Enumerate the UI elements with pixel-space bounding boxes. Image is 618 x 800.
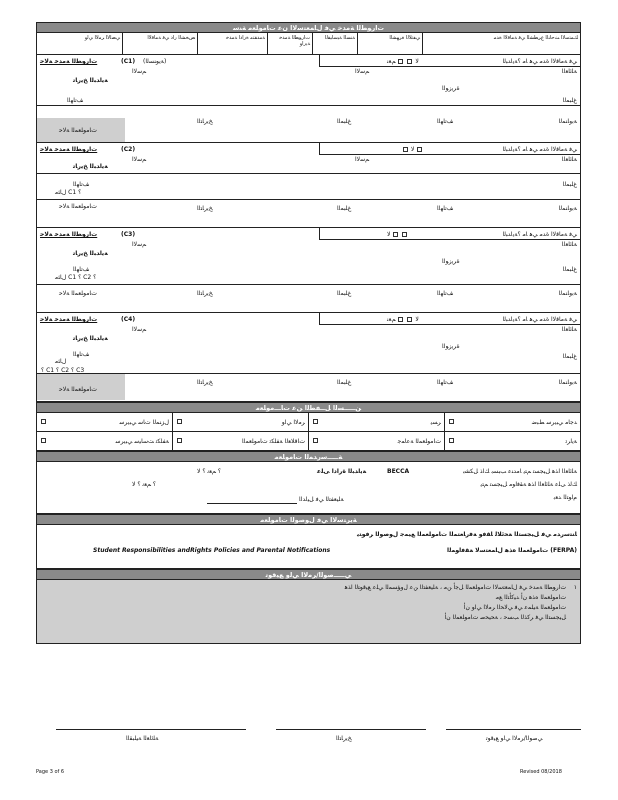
row-c1-code: (C1) xyxy=(121,58,136,65)
row-c1-note: (ﺔﻳﻮﻨﺴﻟﺍ) xyxy=(143,58,167,65)
row-c1-yes-checkbox[interactable] xyxy=(398,59,403,64)
row-c3-yes-no: ﻻ xyxy=(387,231,408,238)
row-c1-area: ﺓﺮﻳﺯﻮﻟﺍ xyxy=(442,85,460,92)
row-c2-name-mid: ﻢﺳﻻﺍ xyxy=(355,156,370,163)
row-c1-amount2: ﻍﻠﺒﻤﻟﺍ xyxy=(337,118,352,125)
row-c4-phone2: ﻒﺗﺎﻬﻟﺍ xyxy=(437,379,453,386)
row-c4-question: ﻲﻓ ﺔﻣﺎﻗﻻﺍ ﺓﺪﻣ ﻲﻫ ﺎﻣ ؟ﺔﻳﺍﺪﺒﻟﺍ xyxy=(502,316,577,323)
s3-yes-no-2: ؟ ﻢﻌﻧ ؟ ﻻ xyxy=(132,481,157,488)
signature-area xyxy=(36,705,581,745)
s5-num: ١ xyxy=(573,584,577,591)
section-access xyxy=(36,525,581,569)
signature-mid-label: ﺦﻳﺭﺎﺘﻟﺍ xyxy=(336,735,352,742)
s3-line3b: ﻡﺍﻮﺘﻟﺍ ﺪﻌﺑ xyxy=(553,494,577,501)
row-c2-question: ﻲﻓ ﺔﻣﺎﻗﻻﺍ ﺓﺪﻣ ﻲﻫ ﺎﻣ ؟ﺔﻳﺍﺪﺒﻟﺍ xyxy=(502,146,577,153)
row-c4-shift: ﺔﺑﻭﺎﻨﻤﻟﺍ xyxy=(558,379,577,386)
row-c3-shift: ﺔﺑﻭﺎﻨﻤﻟﺍ xyxy=(558,290,577,297)
header-col-duration: ﻚﻤﺘﺳﻻﺍ ﺚﺣﺎﻨﻟﺍ ﻉﺮﻄﺸﻟﺍ ﻲﻓ ﺔﻣﺎﻗﻻﺍ ﺓﺪﻣ xyxy=(422,33,580,54)
section-signature-title: ﻲـــــﺻﻮﻟﺍ/ﺮﻣﻻﺍ ﻲﻟﻭ ﻊﻴﻗﻮﺗ xyxy=(36,569,581,580)
row-c1-grey-label: ﺕﺎﻣﻮﻠﻌﻤﻟﺍ ﺔﻟﺎﺣ xyxy=(59,127,97,134)
section-usage-title: ﺕﺍﺭﻮﻄﻟﺍ ﺔﻣﺪﺧ ﻲﻓ ﻝﺎﻤﻌﺘﺳﻻﺍ ﻥﻋ ﺕﺎﻣﻮﻠﻌﻣ ﺔﻨﺳ xyxy=(36,22,581,33)
header-col-advanced: ﺔﻣﺪﻘﺘﻣ ﺓﺭﺍﺩﺍ ﺔﻣﺪﺧ xyxy=(197,33,267,54)
row-c2-code: (C2) xyxy=(121,146,136,153)
row-c1 xyxy=(37,55,580,143)
signature-line-left[interactable] xyxy=(56,729,246,730)
signature-left-label: ﺔﻠﺋﺎﻌﻟﺍ ﺔﻴﻠﺒﻘﻟﺍ xyxy=(126,735,159,742)
row-c1-yes-no: ﻻ ﻢﻌﻧ xyxy=(387,58,419,65)
row-c4-extra: ؟ C1 ؟ C2 ؟ C3 xyxy=(41,367,85,374)
s5-text1: ﺕﺍﺭﻮﻄﻟﺍ ﺔﻣﺪﺧ ﻲﻓ ﻝﺎﻤﻌﺘﺳﻻﺍ ﺕﺎﻣﻮﻠﻌﻤﻟﺍ ﻞﺟﺃ ﻦﻣ ، ﺔﻠﻴﻌﻔﺘﻟﺍ ﻦﻋ ﻝﻭﺆﺴﻤﻟﺍ ﻲﻠﻋ ﻊﻴﻗﻮﺘﻟﺍ ﺍﺬﻫ xyxy=(344,584,566,591)
row-c4-phone: ﻒﺗﺎﻬﻟﺍ xyxy=(73,351,89,358)
row-c2-phone2: ﻒﺗﺎﻬﻟﺍ xyxy=(437,205,453,212)
section-school xyxy=(36,462,581,514)
footer-page: Page 3 of 6 xyxy=(36,769,65,775)
row-c3-no-checkbox[interactable] xyxy=(393,232,398,237)
row-c4-no-checkbox[interactable] xyxy=(407,317,412,322)
row-c1-start-date: ﺔﻳﺍﺪﺒﻟﺍ ﺦﻳﺭﺎﺗ xyxy=(73,77,108,84)
s4-line2b: ﺕﺎﻣﻮﻠﻌﻤﻟﺍ ﻩﺬﻫ ﻝﺎﻤﻌﺘﺳﻻ ﺔﻘﻓﺍﻮﻤﻟﺍ (FERPA) xyxy=(447,547,577,554)
row-c4-label: ﺕﺍﺭﻮﻄﻟﺍ ﺔﻣﺪﺧ ﺔﻟﺎﺣ xyxy=(40,316,98,323)
section-child-title: ﻦـــــﺴﻟﺍ ﻞــﻔﻄﻟﺍ ﻦﻋ ﺕﺎـــﻣﻮﻠﻌﻣ xyxy=(36,402,581,413)
row-c2-grey-label: ﺕﺎﻣﻮﻠﻌﻤﻟﺍ ﺔﻟﺎﺣ xyxy=(59,203,97,210)
row-c3 xyxy=(37,228,580,313)
row-c3-example: ﻝﺎﺜﻣ C1 ؟ C2 ؟ xyxy=(55,274,97,281)
row-c3-grey-label: ﺕﺎﻣﻮﻠﻌﻤﻟﺍ ﺔﻟﺎﺣ xyxy=(59,290,97,297)
s3-line1b: ﺔﻳﺍﺪﺒﻟﺍ ﺓﺭﺍﺩﺍ ﻰﻠﻋ xyxy=(317,468,367,475)
signature-right-label: ﻲﺻﻮﻟﺍ/ﺮﻣﻻﺍ ﻲﻟﻭ ﻊﻴﻗﻮﺗ xyxy=(486,735,543,742)
s2-r2c3-checkbox[interactable] xyxy=(177,438,182,443)
s2-r1c4-checkbox[interactable] xyxy=(41,419,46,424)
row-c3-date: ﺦﻳﺭﺎﺘﻟﺍ xyxy=(197,290,213,297)
row-c2-shift: ﺔﺑﻭﺎﻨﻤﻟﺍ xyxy=(558,205,577,212)
row-c1-date: ﺦﻳﺭﺎﺘﻟﺍ xyxy=(197,118,213,125)
row-c4-code: (C4) xyxy=(121,316,136,323)
section-school-title: ﺔـــــﺳﺭﺪﻤﻟﺍ ﺕﺎﻣﻮﻠﻌﻣ xyxy=(36,451,581,462)
signature-line-right[interactable] xyxy=(446,729,581,730)
s2-r2c2-checkbox[interactable] xyxy=(313,438,318,443)
s4-line2: Student Responsibilities andRights Policies and Parental Notifications xyxy=(93,547,331,554)
row-c2-no-checkbox[interactable] xyxy=(403,147,408,152)
row-c3-amount: ﻍﻠﺒﻤﻟﺍ xyxy=(562,266,577,273)
signature-line-mid[interactable] xyxy=(276,729,426,730)
section-child xyxy=(36,413,581,451)
row-c3-label: ﺕﺍﺭﻮﻄﻟﺍ ﺔﻣﺪﺧ ﺔﻟﺎﺣ xyxy=(40,231,98,238)
row-c1-shift: ﺔﺑﻭﺎﻨﻤﻟﺍ xyxy=(558,118,577,125)
s2-r1c4: ﻝﺰﻨﻤﻟﺍ ﺕﺎﺳ ﻲﺒﻳﺮﺳ xyxy=(119,419,169,426)
s2-r1c3: ﺮﻣﻻﺍ ﻲﻟﻭ xyxy=(281,419,305,426)
row-c4-yes-checkbox[interactable] xyxy=(398,317,403,322)
row-c4-area: ﺓﺮﻳﺯﻮﻟﺍ xyxy=(442,343,460,350)
row-c2-name-left: ﻢﺳﻻﺍ xyxy=(132,156,147,163)
row-c4-amount2: ﻍﻠﺒﻤﻟﺍ xyxy=(337,379,352,386)
row-c2-phone: ﻒﺗﺎﻬﻟﺍ xyxy=(73,181,89,188)
s2-r1c2-checkbox[interactable] xyxy=(313,419,318,424)
s2-r2c1-checkbox[interactable] xyxy=(449,438,454,443)
s2-r1c3-checkbox[interactable] xyxy=(177,419,182,424)
s3-yes-no-1: ؟ ﻢﻌﻧ ؟ ﻻ xyxy=(197,468,222,475)
row-c4-example: ﻝﺎﺜﻣ xyxy=(55,358,67,365)
s3-line1: ﺔﻠﺋﺎﻌﻟﺍ ﺍﺬﻫ ﻞﻴﺠﺴﺗ ﻢﺘﻳ ﺎﻣﺪﻨﻋ ﺐﺒﺴﺑ ﻚﻟﺫ ﻞﻜﺸﺑ xyxy=(463,468,577,475)
row-c1-no-checkbox[interactable] xyxy=(407,59,412,64)
s2-r2c4: ﺔﻔﻠﻜﺗ ﺖﺳﺎﻴﺳ ﻲﺒﻳﺮﺳ xyxy=(115,438,169,445)
row-c2-yes-no: ﻻ xyxy=(402,146,423,153)
row-c4-grey-label: ﺕﺎﻣﻮﻠﻌﻤﻟﺍ ﺔﻟﺎﺣ xyxy=(59,386,97,393)
s5-text4: ﻞﻴﺠﺴﺘﻟﺍ ﻲﻓ ﺮﻛﺬﻟﺍ ﺐﺴﺣ ، ﺔﺤﻴﺤﺻ ﺕﺎﻣﻮﻠﻌﻤﻟﺍ ﻥﺃ xyxy=(444,614,566,621)
row-c2-example: ﻝﺎﺜﻣ C1 ؟ xyxy=(55,189,82,196)
section-signature xyxy=(36,580,581,644)
s4-line1: ﺎﻨﺘﺳﺭﺪﻣ ﻲﻓ ﻞﻴﺠﺴﺘﻟﺍ ﺔﺤﺋﻼﻟ ﺎﻘﻓﻭ ﺔﻓﺭﺎﻌﺘﻤﻟﺍ ﺕﺎﻣﻮﻠﻌﻤﻟﺍ ﻊﻴﻤﺟ ﻝﻮﺻﻮﻟﺍ ﺮﻓﻮﺘﻳ xyxy=(357,531,577,538)
row-c4-yes-no: ﻻ ﻢﻌﻧ xyxy=(387,316,419,323)
header-col-service: ﺕﺍﺭﻮﻄﻟﺍ ﺔﻣﺪﺧ ﺔﻳﺭﺍﻭ xyxy=(267,33,312,54)
row-c3-phone2: ﻒﺗﺎﻬﻟﺍ xyxy=(437,290,453,297)
header-col-guardian: ﻲﺼﻟﻻﺍ ﺮﻣﻻﺍ ﻲﻟﻭ xyxy=(84,35,120,41)
row-c1-name-left: ﻢﺳﻻﺍ xyxy=(132,68,147,75)
row-c4-date: ﺦﻳﺭﺎﺘﻟﺍ xyxy=(197,379,213,386)
row-c3-yes-checkbox[interactable] xyxy=(402,232,407,237)
form-page xyxy=(36,22,581,644)
row-c2-amount2: ﻍﻠﺒﻤﻟﺍ xyxy=(337,205,352,212)
row-c1-phone2: ﻒﺗﺎﻬﻟﺍ xyxy=(437,118,453,125)
row-c1-question: ﻲﻓ ﺔﻣﺎﻗﻻﺍ ﺓﺪﻣ ﻲﻫ ﺎﻣ ؟ﺔﻳﺍﺪﺒﻟﺍ xyxy=(502,58,577,65)
row-c3-question: ﻲﻓ ﺔﻣﺎﻗﻻﺍ ﺓﺪﻣ ﻲﻫ ﺎﻣ ؟ﺔﻳﺍﺪﺒﻟﺍ xyxy=(502,231,577,238)
section-access-title: ﺔﻳﺮﺘﺳﻻﺍ ﻲﻓ ﻝﻮﺻﻮﻟﺍ ﺕﺎﻣﻮﻠﻌﻣ xyxy=(36,514,581,525)
row-c1-label: ﺕﺍﺭﻮﻄﻟﺍ ﺔﻣﺪﺧ ﺔﻟﺎﺣ xyxy=(40,58,98,65)
s3-line2: ﻚﻟﺫ ﻰﻠﻋ ﺔﻠﺋﺎﻌﻟﺍ ﺍﺬﻫ ﺔﻘﻓﺍﻮﻣ ﻞﻴﺠﺴﺗ ﻢﺘﻳ xyxy=(480,481,577,488)
row-c1-amount: ﻍﻠﺒﻤﻟﺍ xyxy=(562,97,577,104)
row-c4 xyxy=(37,313,580,401)
row-c4-name-left: ﻢﺳﻻﺍ xyxy=(132,326,147,333)
row-c2-start-date: ﺔﻳﺍﺪﺒﻟﺍ ﺦﻳﺭﺎﺗ xyxy=(73,163,108,170)
row-c1-family: ﺔﻠﺋﺎﻌﻟﺍ xyxy=(561,68,577,75)
row-c4-amount: ﻍﻠﺒﻤﻟﺍ xyxy=(562,353,577,360)
row-c2-yes-checkbox[interactable] xyxy=(417,147,422,152)
s2-r2c3: ﺕﺎﻗﻼﻌﻟﺍ ﺔﻔﻠﻜﺗ ﺕﺎﻣﻮﻠﻌﻤﻟﺍ xyxy=(242,438,305,445)
row-c3-amount2: ﻍﻠﺒﻤﻟﺍ xyxy=(337,290,352,297)
row-c2 xyxy=(37,143,580,228)
row-c4-start-date: ﺔﻳﺍﺪﺒﻟﺍ ﺦﻳﺭﺎﺗ xyxy=(73,335,108,342)
usage-header-row xyxy=(37,33,580,55)
row-c3-name-left: ﻢﺳﻻﺍ xyxy=(132,241,147,248)
s2-r2c2: ﺕﺎﻣﻮﻠﻌﻤﻟﺍ ﺔﻋﺎﻤﺟ xyxy=(397,438,441,445)
row-c4-family: ﺔﻠﺋﺎﻌﻟﺍ xyxy=(561,326,577,333)
header-col-fee: ﻲﻔﺗﻼﻟﺍ ﺓﺮﻬﺸﻟﺍ xyxy=(357,33,422,54)
s2-r2c4-checkbox[interactable] xyxy=(41,438,46,443)
row-c1-name-mid: ﻢﺳﻻﺍ xyxy=(355,68,370,75)
row-c3-family: ﺔﻠﺋﺎﻌﻟﺍ xyxy=(561,241,577,248)
footer-revised: Revised 08/2018 xyxy=(520,769,562,775)
s3-becca: BECCA xyxy=(387,468,410,475)
header-col-residence: ﺺﺨﺸﻟﺍ ﺭﺍﺩ ﻲﻓ ﺔﻣﺎﻗﻻﺍ xyxy=(122,33,197,54)
header-col-year: ﺔﻨﺴﻟﺍ ﺔﻴﺳﺎﻴﻘﻟﺍ xyxy=(312,33,357,54)
row-c2-family: ﺔﻠﺋﺎﻌﻟﺍ xyxy=(561,156,577,163)
s2-r2c1: ﺔﻳﺍﺮﺗ xyxy=(565,438,577,445)
row-c2-amount: ﻍﻠﺒﻤﻟﺍ xyxy=(562,181,577,188)
row-c3-code: (C3) xyxy=(121,231,136,238)
row-c1-phone: ﻒﺗﺎﻬﻟﺍ xyxy=(67,97,83,104)
s3-line3: ﺔﻠﻴﻌﻔﺘﻟﺍ ﻲﻓ ﻞﻴﻟﺪﻟﺍ xyxy=(299,496,344,503)
s2-r1c1-checkbox[interactable] xyxy=(449,419,454,424)
s2-r1c1: ﺪﺟﺎﻣ ﻲﺒﻳﺮﺳ ﻂﺒﺿ xyxy=(531,419,577,426)
section-usage xyxy=(36,33,581,402)
row-c2-label: ﺕﺍﺭﻮﻄﻟﺍ ﺔﻣﺪﺧ ﺔﻟﺎﺣ xyxy=(40,146,98,153)
s2-r1c2: ﺮﺴﻳ xyxy=(430,419,441,426)
s5-text2: ﺕﺎﻣﻮﻠﻌﻤﻟﺍ ﻩﺬﻫ ﻥﺃ ﺪﻴﻛﺄﺘﻟﺍ ﻊﻣ xyxy=(495,594,566,601)
s5-text3: ﺕﺎﻣﻮﻠﻌﻤﻟﺍ ﺔﻴﻠﻤﻋ ﻲﻓ ﻲﻟﺎﺤﻟﺍ ﺮﻣﻻﺍ ﻲﻟﻭ ﻥﺃ xyxy=(463,604,566,611)
row-c3-start-date: ﺔﻳﺍﺪﺒﻟﺍ ﺦﻳﺭﺎﺗ xyxy=(73,250,108,257)
row-c3-area: ﺓﺮﻳﺯﻮﻟﺍ xyxy=(442,258,460,265)
row-c2-date: ﺦﻳﺭﺎﺘﻟﺍ xyxy=(197,205,213,212)
row-c3-phone: ﻒﺗﺎﻬﻟﺍ xyxy=(73,266,89,273)
